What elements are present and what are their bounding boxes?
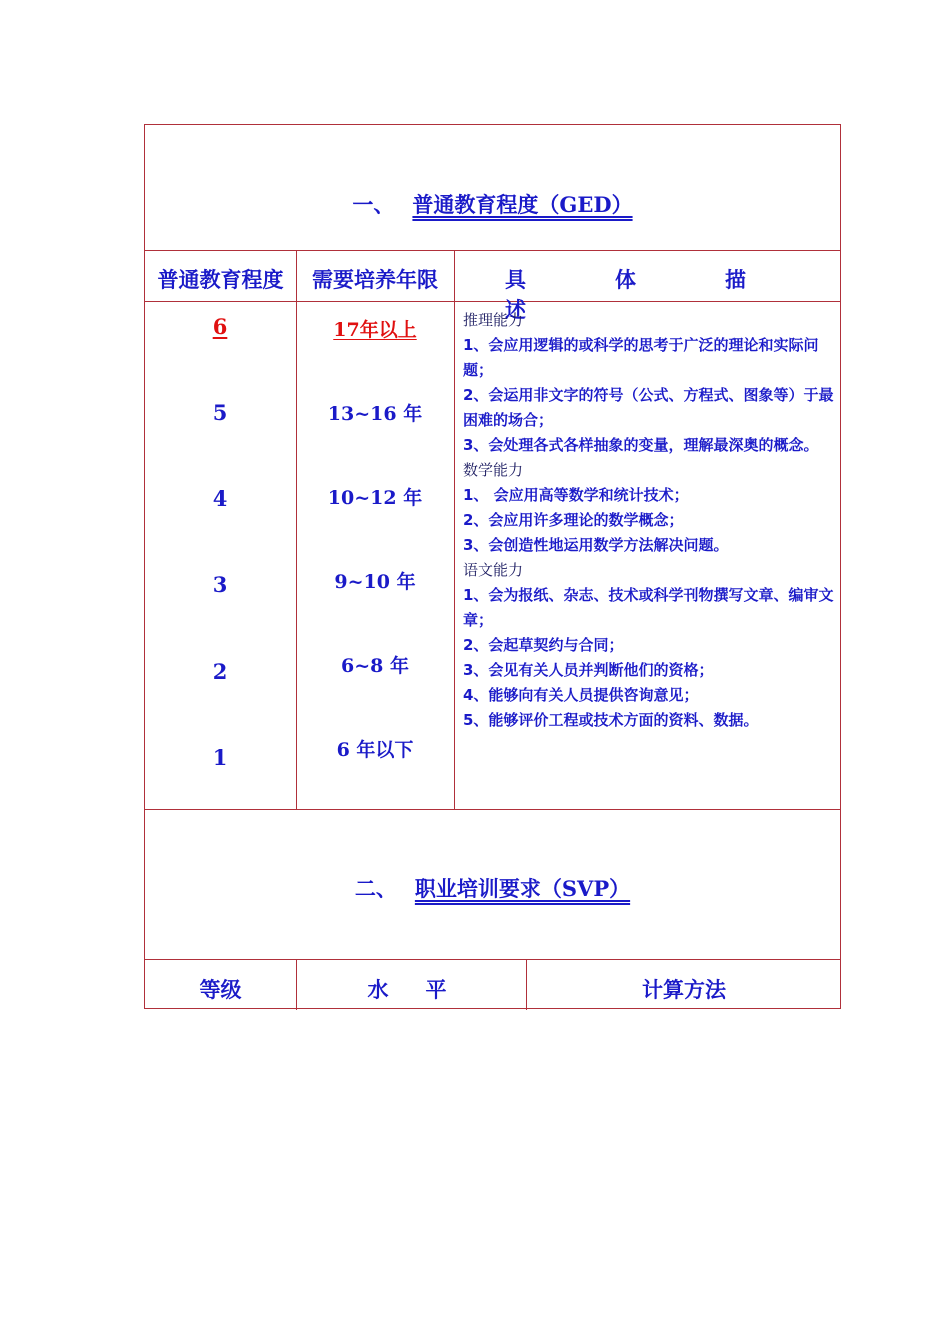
years-value-highlight: 17年以上	[333, 319, 417, 341]
divider	[145, 959, 840, 960]
level-value: 4	[212, 486, 228, 511]
header-calc-method: 计算方法	[642, 977, 726, 1002]
years-value: 10~12 年	[327, 487, 423, 509]
description-item: 1、 会应用高等数学和统计技术；	[463, 486, 689, 504]
header-grade: 等级	[199, 977, 242, 1002]
description-item: 1、会应用逻辑的或科学的思考于广泛的理论和实际问题；	[463, 336, 819, 379]
description-item: 3、会处理各式各样抽象的变量，理解最深奥的概念。	[463, 436, 819, 454]
description-item: 2、会应用许多理论的数学概念；	[463, 511, 684, 529]
description-item: 5、能够评价工程或技术方面的资料、数据。	[463, 711, 759, 729]
section-title-svp	[145, 873, 840, 903]
years-value: 13~16 年	[327, 403, 423, 425]
level-value: 1	[212, 745, 228, 770]
description-item: 3、会创造性地运用数学方法解决问题。	[463, 536, 729, 554]
section-title-ged	[145, 189, 840, 219]
level-value: 5	[212, 400, 228, 425]
description-item: 3、会见有关人员并判断他们的资格；	[463, 661, 714, 679]
divider	[145, 250, 840, 251]
header-training-years: 需要培养年限	[312, 267, 438, 292]
description-item: 1、会为报纸、杂志、技术或科学刊物撰写文章、编审文章；	[463, 586, 834, 629]
years-value	[296, 315, 454, 342]
years-value: 6~8 年	[341, 655, 409, 677]
section-number: 二、	[354, 876, 397, 901]
section-title-text: 普通教育程度（GED）	[412, 192, 633, 217]
divider	[145, 809, 840, 810]
divider	[454, 250, 455, 809]
header-ged-level: 普通教育程度	[157, 267, 284, 292]
level-value: 2	[212, 659, 228, 684]
section-title-text: 职业培训要求（SVP）	[414, 876, 631, 901]
description-item: 2、会运用非文字的符号（公式、方程式、图象等）于最困难的场合；	[463, 386, 834, 429]
description-block	[463, 308, 835, 733]
category-label: 语文能力	[463, 561, 524, 579]
category-label: 推理能力	[463, 311, 524, 329]
category-label: 数学能力	[463, 461, 524, 479]
document-table	[144, 124, 841, 1009]
header-description: 具 体 描 述	[505, 267, 835, 322]
description-item: 2、会起草契约与合同；	[463, 636, 624, 654]
years-value: 6 年以下	[336, 739, 414, 761]
section-number: 一、	[352, 192, 395, 217]
level-value: 3	[212, 572, 228, 597]
header-level: 水 平	[367, 977, 455, 1002]
years-value: 9~10 年	[334, 571, 416, 593]
description-item: 4、能够向有关人员提供咨询意见；	[463, 686, 699, 704]
level-value: 6	[212, 314, 228, 339]
